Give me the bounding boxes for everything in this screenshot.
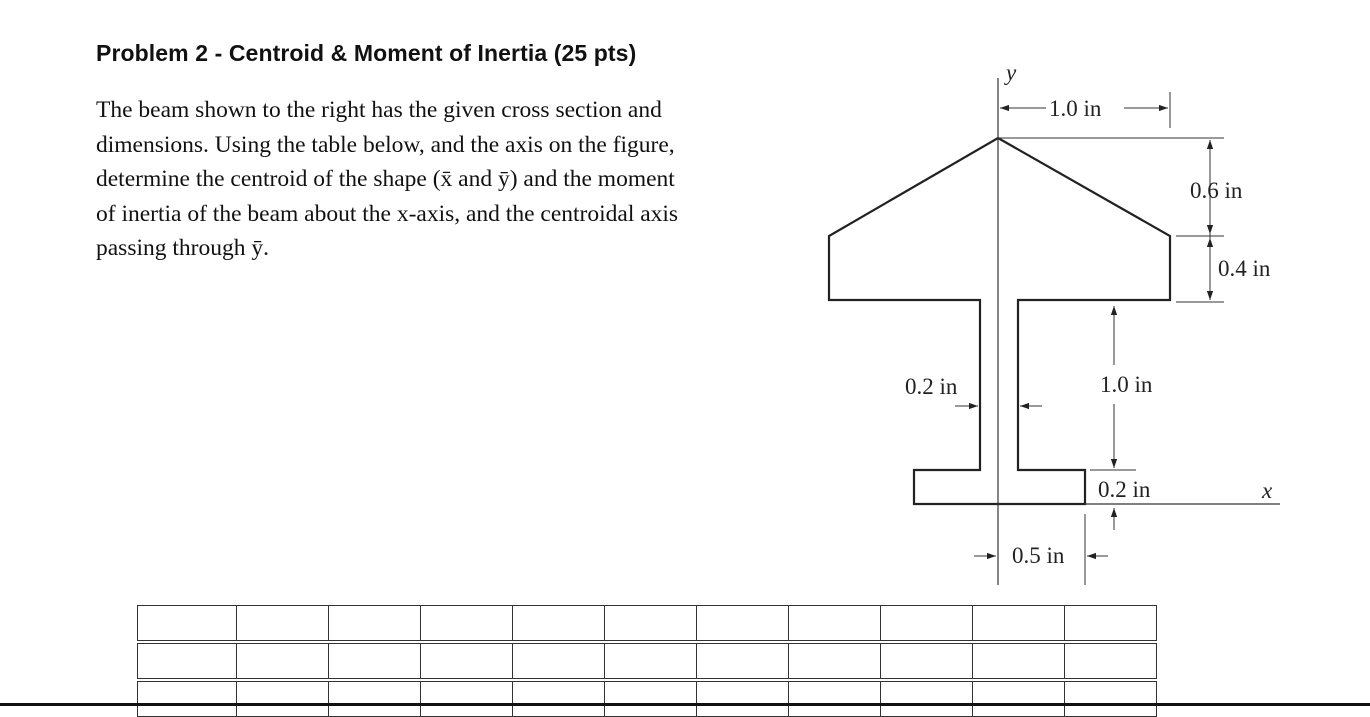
dim-peak-height: 0.6 in <box>1190 178 1243 203</box>
y-axis-label: y <box>1006 60 1017 85</box>
table-cell[interactable] <box>973 682 1065 717</box>
table-cell[interactable] <box>513 682 605 717</box>
problem-title: Problem 2 - Centroid & Moment of Inertia (25 pts) <box>96 40 637 66</box>
dim-web-height: 1.0 in <box>1100 372 1153 397</box>
dim-top-width: 1.0 in <box>1049 96 1102 121</box>
table-cell[interactable] <box>973 644 1065 679</box>
table-row <box>138 606 1157 641</box>
table-cell[interactable] <box>513 644 605 679</box>
table-cell[interactable] <box>138 606 237 641</box>
table-cell[interactable] <box>1065 682 1157 717</box>
page-bottom-rule <box>0 703 1370 706</box>
table-row <box>138 682 1157 717</box>
table-cell[interactable] <box>237 682 329 717</box>
table-cell[interactable] <box>789 682 881 717</box>
table-cell[interactable] <box>605 682 697 717</box>
table-cell[interactable] <box>237 606 329 641</box>
table-cell[interactable] <box>329 606 421 641</box>
table-cell[interactable] <box>421 682 513 717</box>
dim-base-height: 0.2 in <box>1098 477 1151 502</box>
dim-flange-height: 0.4 in <box>1218 256 1271 281</box>
table-cell[interactable] <box>513 606 605 641</box>
dim-web-thickness: 0.2 in <box>905 374 958 399</box>
table-cell[interactable] <box>881 682 973 717</box>
table-cell[interactable] <box>697 606 789 641</box>
x-axis-label: x <box>1262 478 1273 503</box>
statement-line: determine the centroid of the shape (x̄ and ȳ) and the moment <box>96 166 675 192</box>
calculation-table <box>137 605 1157 717</box>
table-cell[interactable] <box>697 644 789 679</box>
table-cell[interactable] <box>237 644 329 679</box>
table-cell[interactable] <box>973 606 1065 641</box>
table-cell[interactable] <box>138 682 237 717</box>
table-cell[interactable] <box>605 644 697 679</box>
table-cell[interactable] <box>881 644 973 679</box>
table-cell[interactable] <box>329 644 421 679</box>
table-cell[interactable] <box>1065 606 1157 641</box>
table-cell[interactable] <box>1065 644 1157 679</box>
statement-line: passing through ȳ. <box>96 235 269 261</box>
table-cell[interactable] <box>421 606 513 641</box>
table-cell[interactable] <box>789 644 881 679</box>
table-cell[interactable] <box>138 644 237 679</box>
table-cell[interactable] <box>881 606 973 641</box>
table-cell[interactable] <box>789 606 881 641</box>
statement-line: dimensions. Using the table below, and the axis on the figure, <box>96 131 675 158</box>
dim-base-half-width: 0.5 in <box>1012 543 1065 568</box>
table-row <box>138 644 1157 679</box>
table-cell[interactable] <box>697 682 789 717</box>
table-cell[interactable] <box>421 644 513 679</box>
table-cell[interactable] <box>329 682 421 717</box>
table-cell[interactable] <box>605 606 697 641</box>
statement-line: The beam shown to the right has the given cross section and <box>96 97 662 123</box>
statement-line: of inertia of the beam about the x-axis, and the centroidal axis <box>96 200 679 227</box>
beam-outline <box>829 138 1170 504</box>
